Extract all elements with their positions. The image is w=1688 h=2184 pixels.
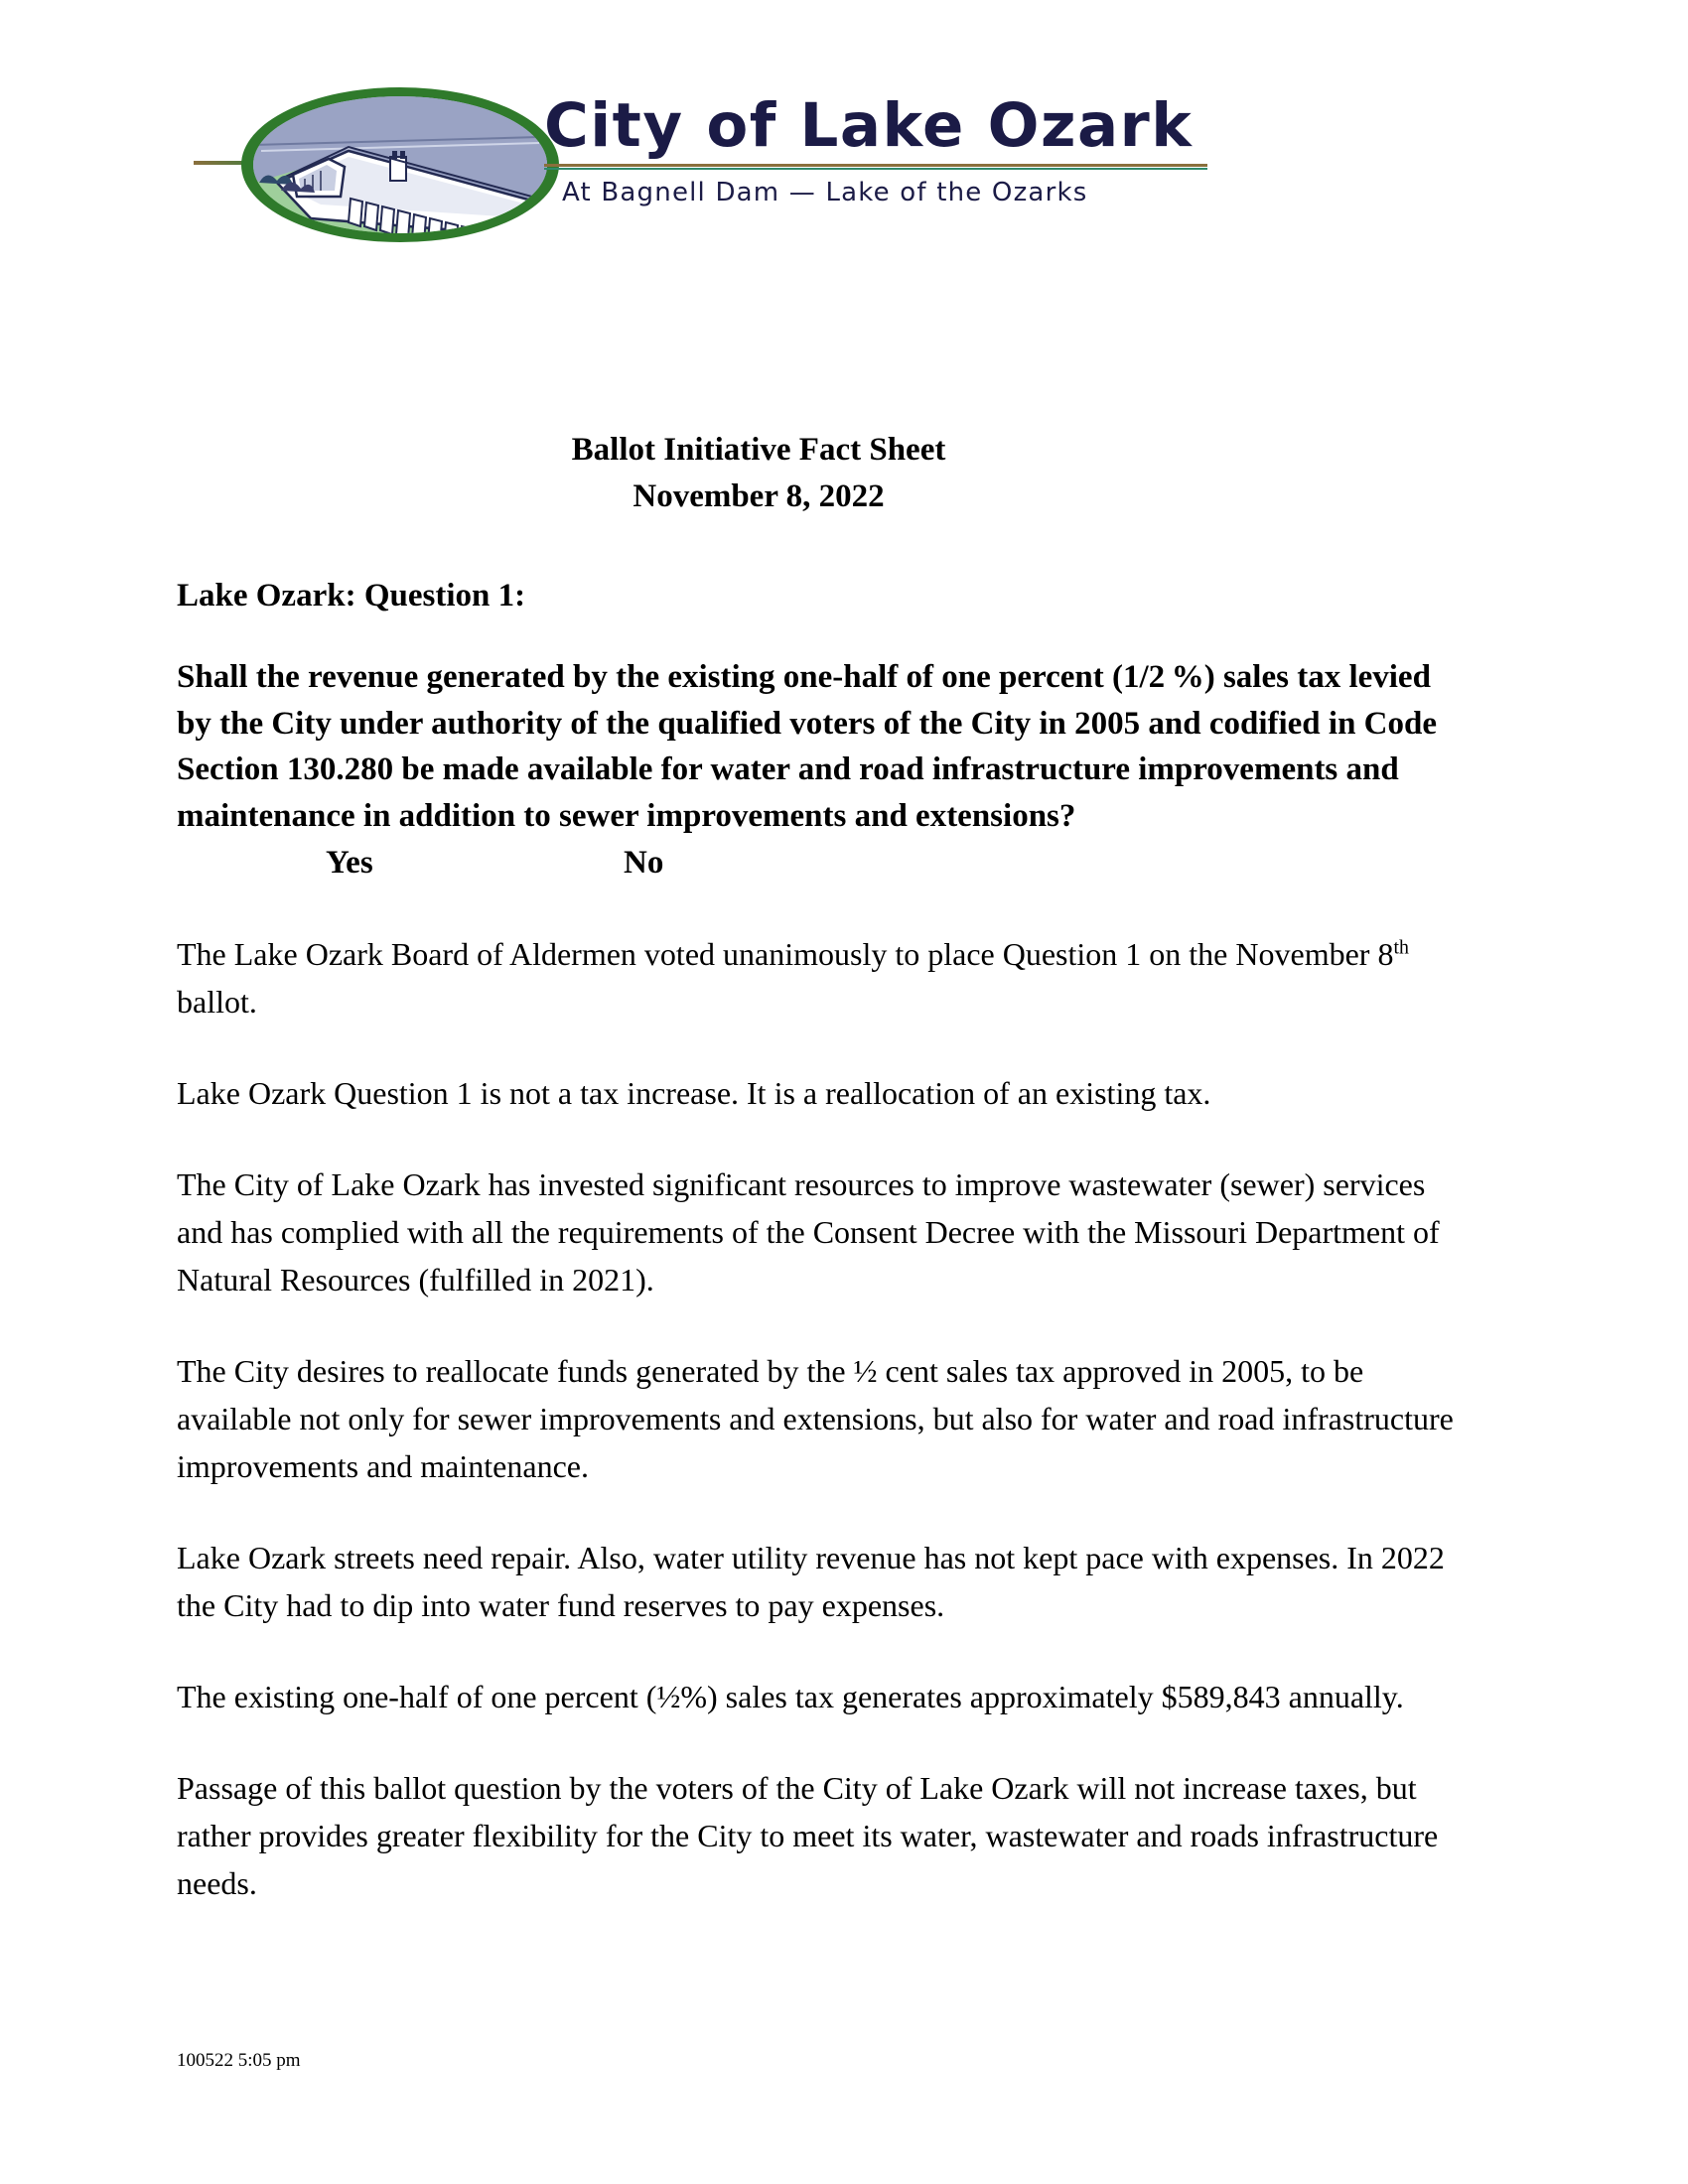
wordmark-rule-teal	[544, 168, 1207, 170]
paragraph-5: Lake Ozark streets need repair. Also, water utility revenue has not kept pace with expenses. In 2022 the City had to dip into water fund reserves to pay expenses.	[177, 1540, 1445, 1624]
question-text: Shall the revenue generated by the existing one-half of one percent (1/2 %) sales tax levied by the City under authority of the qualified voters of the City in 2005 and codified in Code Section 130.280 be made available for water and road infrastructure improvements and maintenance in addition to sewer improvements and extensions?	[177, 658, 1438, 835]
document-body	[177, 427, 1468, 1907]
paragraph-1-part-a: The Lake Ozark Board of Aldermen voted unanimously to place Question 1 on the November 8	[177, 936, 1394, 973]
bagnell-dam-illustration-icon	[241, 87, 559, 254]
title-block	[173, 427, 1344, 520]
ordinal-suffix: th	[1393, 936, 1409, 959]
paragraph-6: The existing one-half of one percent (½%) sales tax generates approximately $589,843 annually.	[177, 1679, 1404, 1715]
answer-option-yes[interactable]: Yes	[326, 845, 373, 882]
city-wordmark: City of Lake Ozark	[544, 90, 1194, 161]
paragraph-1-part-b: ballot.	[177, 984, 257, 1021]
document-date: November 8, 2022	[633, 478, 885, 514]
paragraph-4: The City desires to reallocate funds generated by the ½ cent sales tax approved in 2005, to be available not only for sewer improvements and extensions, but also for water and road infrastructure improvements and maintenance.	[177, 1353, 1454, 1485]
city-logo	[194, 87, 521, 251]
wordmark-rule-gold	[544, 164, 1207, 167]
paragraph-3: The City of Lake Ozark has invested significant resources to improve wastewater (sewer) services and has complied with all the requirements of the Consent Decree with the Missouri Department of Natural Resources (fulfilled in 2021).	[177, 1166, 1440, 1298]
question-heading: Lake Ozark: Question 1:	[177, 577, 526, 614]
city-tagline: At Bagnell Dam — Lake of the Ozarks	[562, 178, 1088, 207]
wordmark-block	[544, 90, 1279, 207]
answer-option-no[interactable]: No	[624, 845, 664, 882]
document-title: Ballot Initiative Fact Sheet	[571, 432, 946, 468]
paragraph-7: Passage of this ballot question by the voters of the City of Lake Ozark will not increase taxes, but rather provides greater flexibility for the City to meet its water, wastewater and roads infrastructure needs.	[177, 1770, 1439, 1902]
letterhead	[149, 87, 1400, 266]
paragraph-2: Lake Ozark Question 1 is not a tax increase. It is a reallocation of an existing tax.	[177, 1075, 1211, 1112]
paragraph-1	[177, 930, 1463, 1025]
question-text-block	[177, 654, 1468, 887]
footer-timestamp: 100522 5:05 pm	[177, 2050, 301, 2071]
